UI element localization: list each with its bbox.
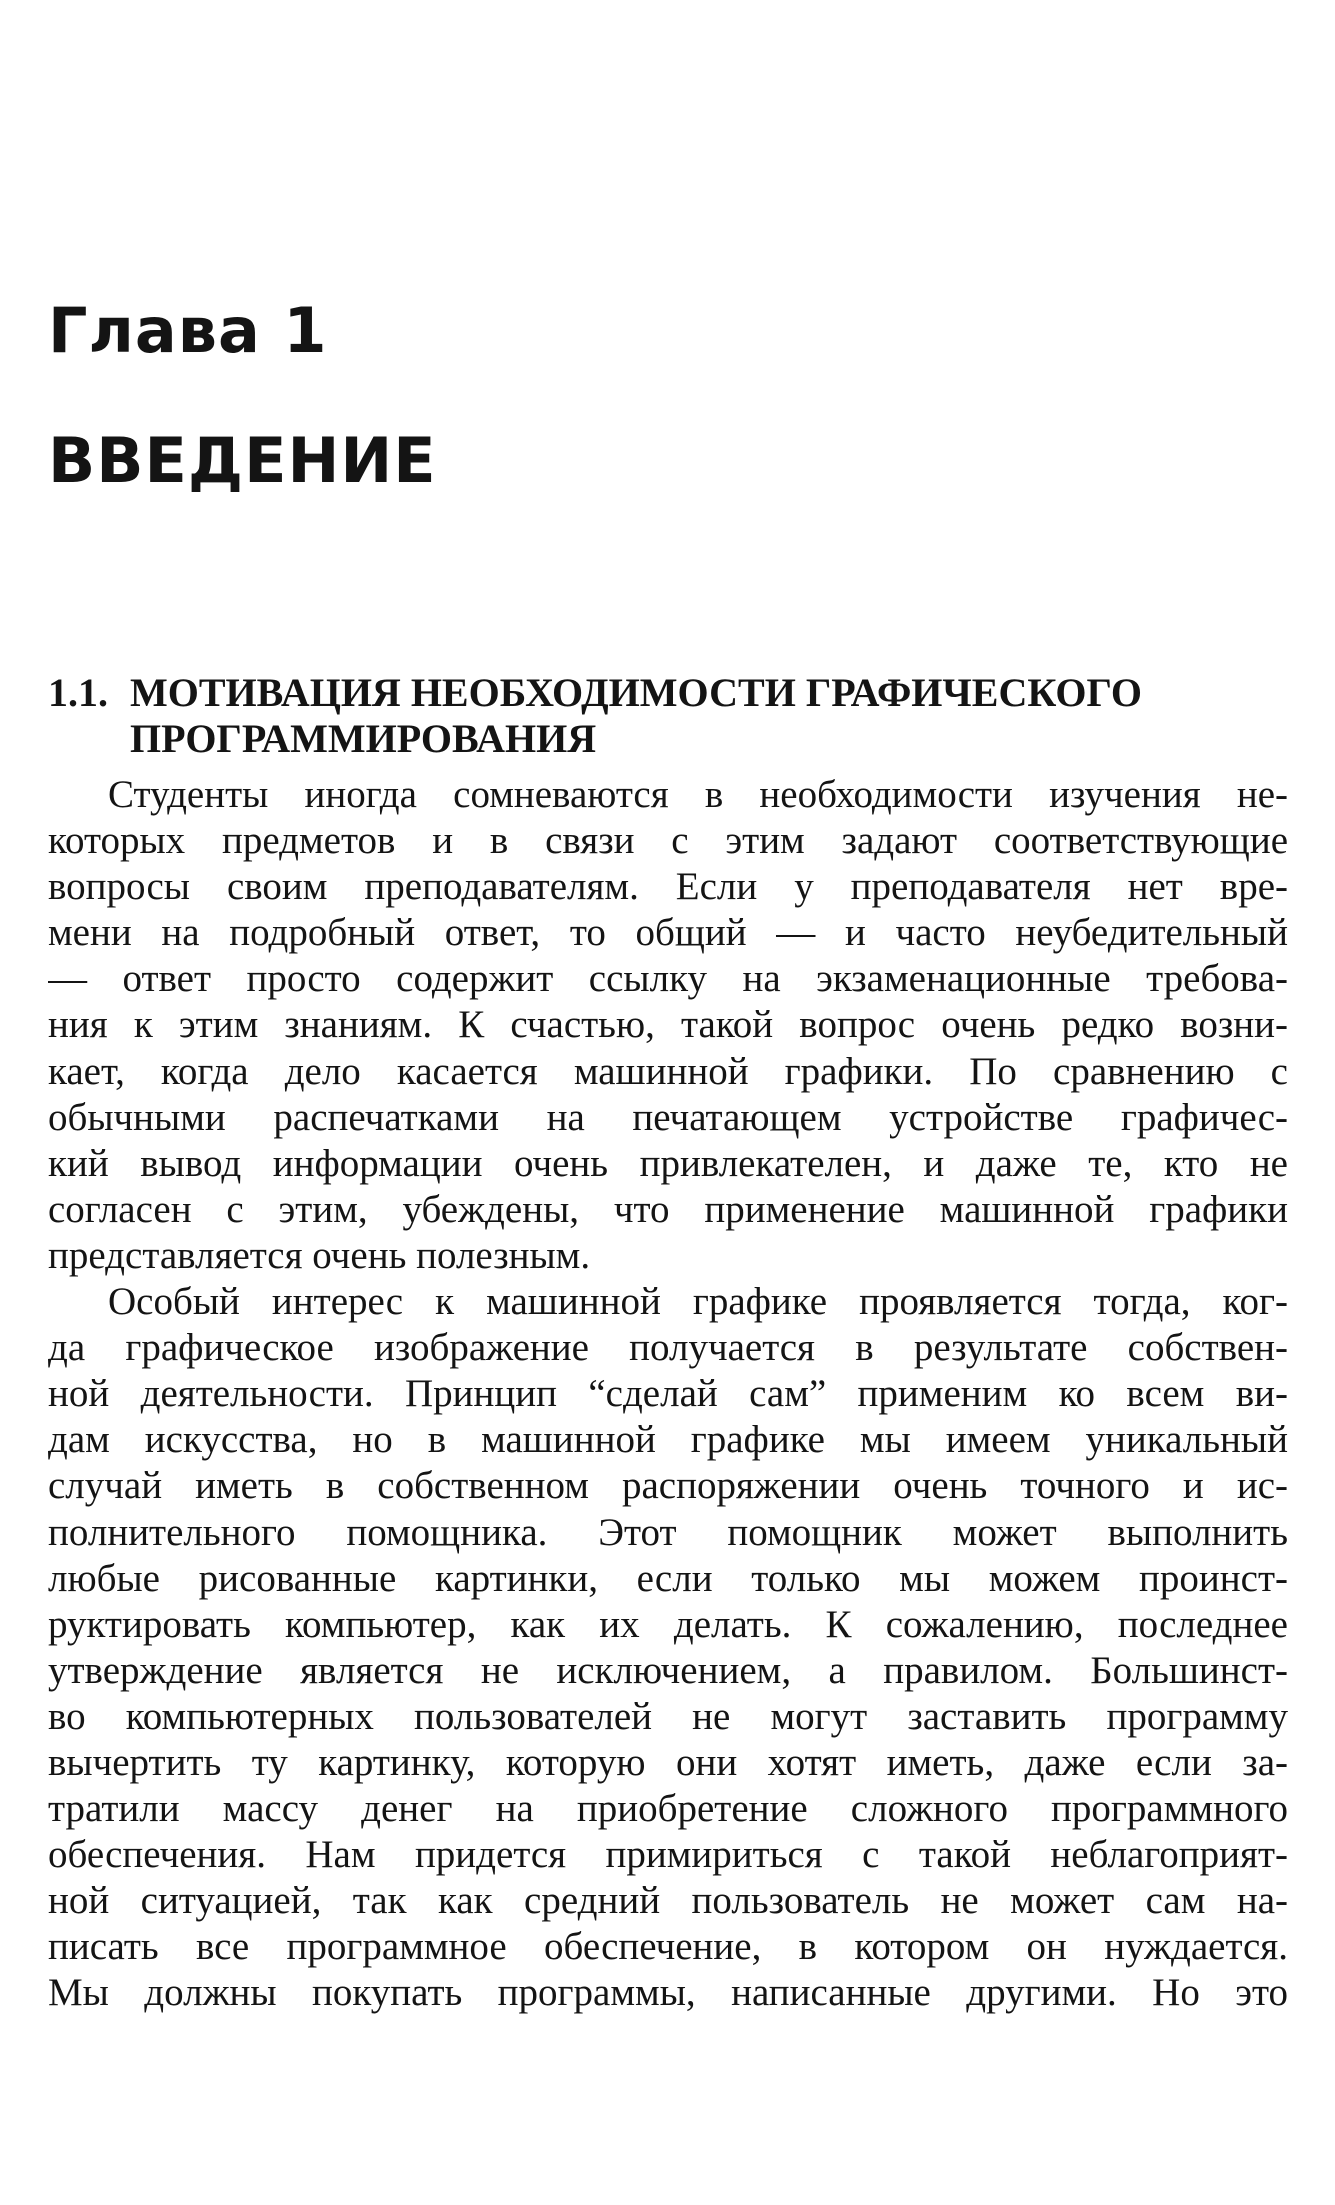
text-line: ния к этим знаниям. К счастью, такой вопрос очень редко возни- [48,1003,1288,1047]
text-line: вычертить ту картинку, которую они хотят иметь, даже если за- [48,1740,1288,1784]
text-line: обычными распечатками на печатающем устройстве графичес- [48,1095,1288,1139]
text-line: вопросы своим преподавателям. Если у преподавателя нет вре- [48,865,1288,909]
text-line: ной деятельности. Принцип “сделай сам” применим ко всем ви- [48,1372,1288,1416]
text-line: во компьютерных пользователей не могут заставить программу [48,1694,1288,1738]
text-line: кий вывод информации очень привлекателен, и даже те, кто не [48,1141,1288,1185]
text-line: согласен с этим, убеждены, что применение машинной графики [48,1187,1288,1231]
text-line: Студенты иногда сомневаются в необходимости изучения не- [108,773,1288,816]
text-line: тратили массу денег на приобретение сложного программного [48,1787,1288,1831]
section-heading [48,670,1268,762]
text-line: обеспечения. Нам придется примириться с такой неблагоприят- [48,1833,1288,1877]
text-line: кает, когда дело касается машинной графики. По сравнению с [48,1049,1288,1093]
section-title-line-2: ПРОГРАММИРОВАНИЯ [130,716,597,761]
text-line: которых предметов и в связи с этим задают соответствующие [48,819,1288,863]
body-text [48,772,1288,2017]
text-line: Особый интерес к машинной графике проявляется тогда, ког- [108,1280,1288,1324]
paragraph-2 [48,1279,1288,2017]
chapter-title: ВВЕДЕНИЕ [48,424,437,497]
paragraph-1 [48,772,1288,1279]
text-line: дам искусства, но в машинной графике мы имеем уникальный [48,1418,1288,1462]
text-line: да графическое изображение получается в результате собствен- [48,1326,1288,1370]
text-line: утверждение является не исключением, а правилом. Большинст- [48,1648,1288,1692]
text-line: мени на подробный ответ, то общий — и часто неубедительный [48,911,1288,955]
chapter-label: Глава 1 [48,294,328,367]
text-line: полнительного помощника. Этот помощник может выполнить [48,1510,1288,1554]
text-line: руктировать компьютер, как их делать. К сожалению, последнее [48,1602,1288,1646]
text-line: любые рисованные картинки, если только мы можем проинст- [48,1556,1288,1600]
text-line: — ответ просто содержит ссылку на экзаменационные требова- [48,957,1288,1001]
section-number: 1.1. [48,670,108,715]
text-line: представляется очень полезным. [48,1233,591,1277]
text-line: Мы должны покупать программы, написанные другими. Но это [48,1971,1288,2015]
section-title-line-1: МОТИВАЦИЯ НЕОБХОДИМОСТИ ГРАФИЧЕСКОГО [130,670,1143,715]
text-line: ной ситуацией, так как средний пользователь не может сам на- [48,1879,1288,1923]
text-line: случай иметь в собственном распоряжении очень точного и ис- [48,1464,1288,1508]
text-line: писать все программное обеспечение, в котором он нуждается. [48,1925,1288,1969]
